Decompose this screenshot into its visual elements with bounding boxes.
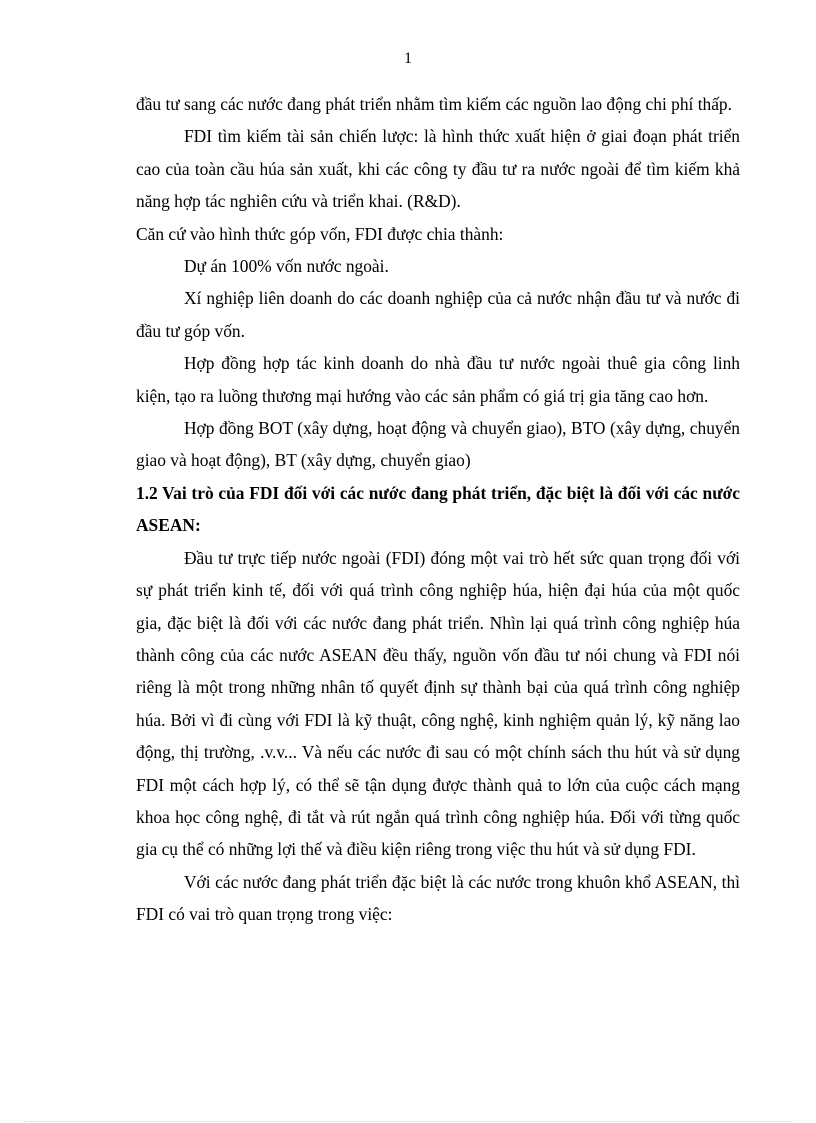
paragraph-bot-bto-bt: Hợp đồng BOT (xây dựng, hoạt động và chuyển giao), BTO (xây dựng, chuyển giao và hoạt động), BT (xây dựng, chuyển giao) [136,418,740,471]
paragraph-fdi-strategic-assets: FDI tìm kiếm tài sản chiến lược: là hình thức xuất hiện ở giai đoạn phát triển cao của toàn cầu húa sản xuất, khi các công ty đầu tư ra nước ngoài để tìm kiếm khả năng hợp tác nghiên cứu và triển khai. (R&D). [136,126,740,212]
paragraph-continuation: đầu tư sang các nước đang phát triển nhằm tìm kiếm các nguồn lao động chi phí thấp. [136,94,732,114]
section-heading-1-2: 1.2 Vai trò của FDI đối với các nước đang phát triển, đặc biệt là đối với các nước ASEAN: [136,482,740,536]
paragraph-fdi-role: Đầu tư trực tiếp nước ngoài (FDI) đóng một vai trò hết sức quan trọng đối với sự phát triển kinh tế, đối với quá trình công nghiệp húa, hiện đại húa của một quốc gia, đặc biệt là đối với các nước đang phát triển. Nhìn lại quá trình công nghiệp húa thành công của các nước ASEAN đều thấy, nguồn vốn đầu tư nói chung và FDI nói riêng là một trong những nhân tố quyết định sự thành bại của quá trình công nghiệp húa. Bởi vì đi cùng với FDI là kỹ thuật, công nghệ, kinh nghiệm quản lý, kỹ năng lao động, thị trường, .v.v... Và nếu các nước đi sau có một chính sách thu hút và sử dụng FDI một cách hợp lý, có thể sẽ tận dụng được thành quả to lớn của cuộc cách mạng khoa học công nghệ, đi tắt và rút ngắn quá trình công nghiệp húa. Đối với từng quốc gia cụ thể có những lợi thế và điều kiện riêng trong việc thu hút và sử dụng FDI. [136,547,740,860]
paragraph-100-percent-foreign: Dự án 100% vốn nước ngoài. [184,256,389,277]
paragraph-capital-forms-intro: Căn cứ vào hình thức góp vốn, FDI được chia thành: [136,223,504,244]
paragraph-asean-fdi-role: Với các nước đang phát triển đặc biệt là các nước trong khuôn khổ ASEAN, thì FDI có vai trò quan trọng trong việc: [136,871,740,925]
document-body [136,88,740,931]
paragraph-joint-venture: Xí nghiệp liên doanh do các doanh nghiệp của cả nước nhận đầu tư và nước đi đầu tư góp vốn. [136,288,740,341]
page-bottom-divider [24,1121,792,1122]
page-number: 1 [404,50,412,67]
paragraph-business-cooperation-contract: Hợp đồng hợp tác kinh doanh do nhà đầu tư nước ngoài thuê gia công linh kiện, tạo ra luồng thương mại hướng vào các sản phẩm có giá trị gia tăng cao hơn. [136,353,740,406]
